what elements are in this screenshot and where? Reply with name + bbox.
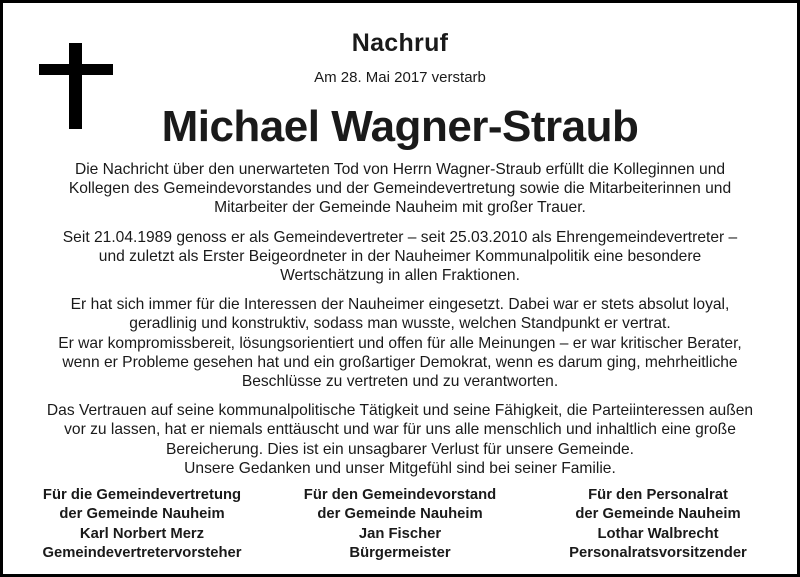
paragraph-condolence xyxy=(33,401,767,478)
text-line: Das Vertrauen auf seine kommunalpolitische Tätigkeit und seine Fähigkeit, die Parteiinteressen außen xyxy=(46,402,754,420)
text-line: Die Nachricht über den unerwarteten Tod von Herrn Wagner-Straub erfüllt die Kolleginnen und xyxy=(74,161,726,178)
signature-municipality: der Gemeinde Nauheim xyxy=(575,506,741,523)
text-line: und zuletzt als Erster Beigeordneter in der Nauheimer Kommunalpolitik eine besondere xyxy=(98,247,702,265)
signature-municipality: der Gemeinde Nauheim xyxy=(59,506,225,523)
text-line: Unsere Gedanken und unser Mitgefühl sind bei seiner Familie. xyxy=(184,459,616,477)
text-line: geradlinig und konstruktiv, sodass man wusste, welchen Standpunkt er vertrat. xyxy=(129,315,671,333)
notice-body xyxy=(33,160,767,488)
text-line: Kollegen des Gemeindevorstandes und der Gemeindevertretung sowie die Mitarbeiterinnen und xyxy=(68,180,732,198)
deceased-name: Michael Wagner-Straub xyxy=(161,102,639,151)
signature-person: Karl Norbert Merz xyxy=(79,525,205,542)
signature-body: Für die Gemeindevertretung xyxy=(42,487,242,503)
text-line: Bereicherung. Dies ist ein unsagbarer Verlust für unsere Gemeinde. xyxy=(165,440,635,458)
signature-body: Für den Personalrat xyxy=(588,487,728,503)
signature-municipality: der Gemeinde Nauheim xyxy=(317,506,483,523)
text-line: Er hat sich immer für die Interessen der Nauheimer eingesetzt. Dabei war er stets absolut loyal, xyxy=(70,296,730,314)
death-date-line: Am 28. Mai 2017 verstarb xyxy=(314,69,486,86)
signature-block xyxy=(17,486,783,564)
signature-role: Personalratsvorsitzender xyxy=(569,545,747,562)
signature-role: Gemeindevertretervorsteher xyxy=(42,545,242,562)
text-line: Er war kompromissbereit, lösungsorientiert und offen für alle Meinungen – er war kritischer Berater, xyxy=(58,334,742,352)
signature-gemeindevorstand xyxy=(275,486,525,564)
paragraph-career xyxy=(33,228,767,286)
text-line: Wertschätzung in allen Fraktionen. xyxy=(280,267,520,285)
text-line: Beschlüsse zu vertreten und zu verantworten. xyxy=(241,373,559,391)
text-line: wenn er Probleme gesehen hat und ein großartiger Demokrat, wenn es darum ging, mehrheitliche xyxy=(62,353,738,371)
paragraph-announcement xyxy=(33,160,767,218)
signature-person: Lothar Walbrecht xyxy=(597,525,719,542)
notice-heading: Nachruf xyxy=(351,29,449,57)
signature-person: Jan Fischer xyxy=(358,525,442,542)
text-line: Seit 21.04.1989 genoss er als Gemeindevertreter – seit 25.03.2010 als Ehrengemeindevertreter – xyxy=(62,228,738,246)
signature-gemeindevertretung xyxy=(17,486,267,564)
signature-body: Für den Gemeindevorstand xyxy=(303,487,497,503)
signature-personalrat xyxy=(533,486,783,564)
signature-role: Bürgermeister xyxy=(349,545,451,562)
paragraph-character xyxy=(33,295,767,391)
text-line: vor zu lassen, hat er niemals enttäuscht und war für uns alle menschlich und inhaltlich eine große xyxy=(64,421,736,439)
text-line: Mitarbeiter der Gemeinde Nauheim mit großer Trauer. xyxy=(214,199,586,217)
